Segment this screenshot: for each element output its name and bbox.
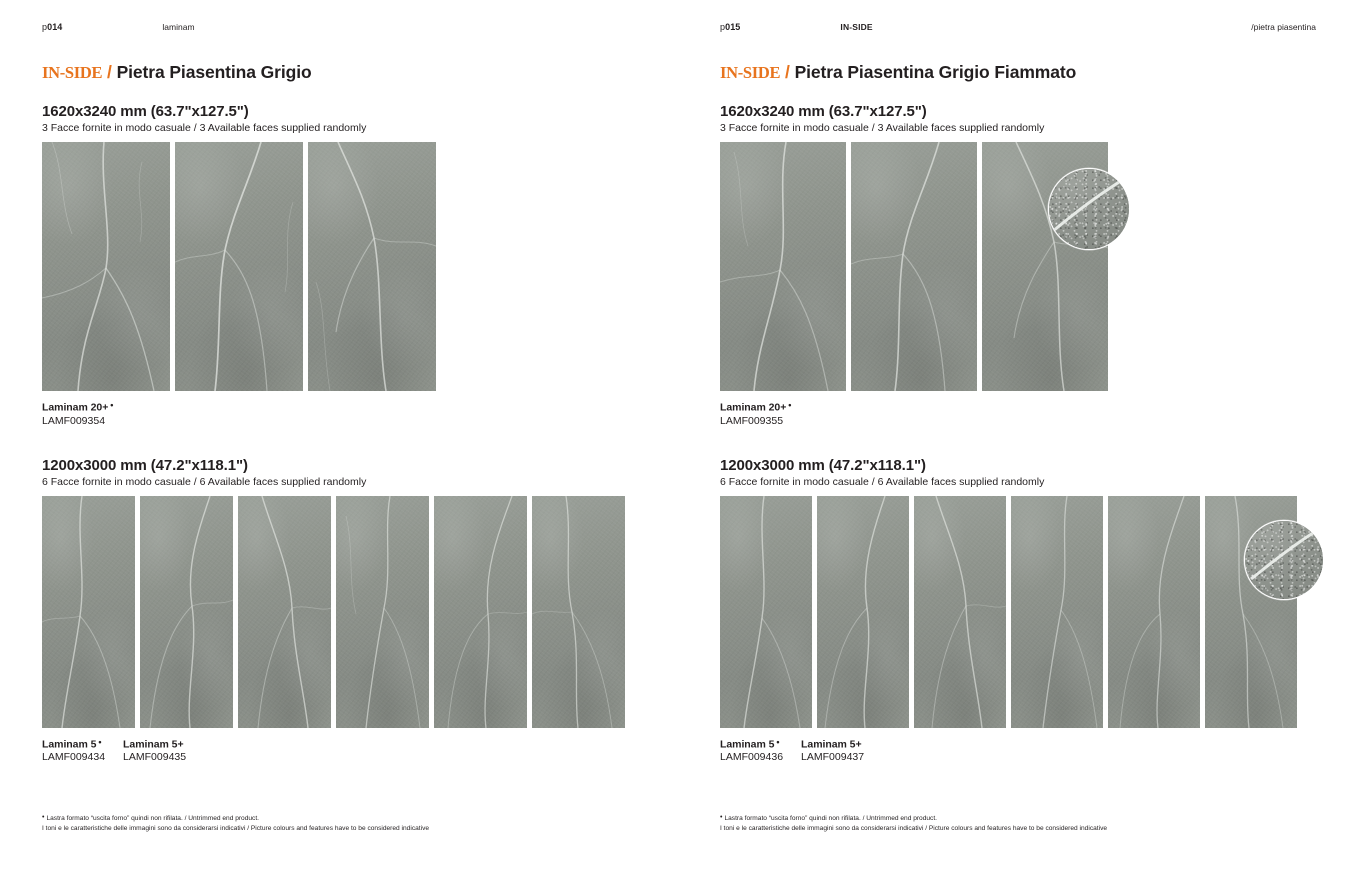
slab-image: [238, 496, 331, 728]
slab-image: [720, 142, 846, 391]
slab-image: [42, 142, 170, 391]
footnote-marker: •: [788, 400, 792, 410]
size-block: [720, 103, 1316, 427]
code-name-text: Laminam 20+: [720, 401, 787, 414]
folio-prefix: p: [42, 22, 48, 32]
footnote-marker: •: [98, 736, 102, 747]
slab-image: [532, 496, 625, 728]
slab-image: [914, 496, 1006, 728]
slab-image: [434, 496, 527, 728]
folio-number: 015: [725, 22, 741, 32]
code-id: LAMF009354: [42, 414, 106, 427]
magnifier-detail-circle: [1244, 520, 1324, 600]
code-list: [42, 400, 638, 427]
stone-grain: [42, 496, 135, 728]
faces-label: 3 Facce fornite in modo casuale / 3 Available faces supplied randomly: [42, 122, 367, 134]
stone-grain: [308, 142, 436, 391]
code-name: [123, 737, 186, 751]
code-name: [42, 400, 113, 414]
running-head-left: [42, 22, 638, 40]
code-block: [42, 737, 105, 764]
page-title-left: [42, 62, 638, 83]
size-label: 1200x3000 mm (47.2"x118.1"): [42, 456, 248, 474]
page-right: [678, 0, 1356, 872]
folio-right: [720, 22, 740, 32]
code-name-text: Laminam 5+: [801, 738, 862, 750]
slab-image: [175, 142, 303, 391]
code-list: [720, 737, 1316, 764]
footnote-text-1: Lastra formato “uscita forno” quindi non rifilata. / Untrimmed end product.: [46, 814, 260, 822]
stone-grain: [1108, 496, 1200, 728]
footnote-line-2: I toni e le caratteristiche delle immagini sono da considerarsi indicativi / Picture colours and features have to be considered indicative: [42, 824, 430, 832]
stone-grain: [720, 142, 846, 391]
running-head-center-left: laminam: [162, 22, 195, 32]
footnote-line-2: I toni e le caratteristiche delle immagini sono da considerarsi indicativi / Picture colours and features have to be considered indicative: [720, 824, 1108, 832]
code-name: [42, 737, 105, 751]
code-name: [801, 737, 864, 751]
slab-image: [336, 496, 429, 728]
footnote-marker: •: [776, 736, 780, 747]
folio-left: [42, 22, 62, 32]
slab-image: [308, 142, 436, 391]
stone-grain: [175, 142, 303, 391]
magnifier-vein: [1245, 521, 1323, 599]
stone-grain: [238, 496, 331, 728]
code-list: [42, 737, 638, 764]
slab-strip: [42, 496, 638, 728]
code-block: [720, 400, 791, 427]
slab-image: [1011, 496, 1103, 728]
code-id: LAMF009434: [42, 751, 106, 763]
faces-label: 6 Facce fornite in modo casuale / 6 Available faces supplied randomly: [42, 475, 367, 488]
slab-image: [1108, 496, 1200, 728]
slab-image: [817, 496, 909, 728]
code-name-text: Laminam 5: [720, 738, 775, 750]
stone-grain: [532, 496, 625, 728]
size-block: [42, 103, 638, 427]
code-name: [720, 400, 791, 414]
size-label: 1620x3240 mm (63.7"x127.5"): [720, 103, 927, 120]
code-name-text: Laminam 5: [42, 738, 97, 750]
footnote-line-1: [42, 813, 429, 824]
footnote-marker: •: [110, 400, 114, 410]
code-block: [720, 737, 783, 764]
page-title-right: [720, 62, 1316, 83]
folio-number: 014: [47, 22, 63, 32]
size-block: [42, 457, 638, 764]
slab-image: [140, 496, 233, 728]
slab-strip: [42, 142, 638, 391]
magnifier-vein: [1049, 169, 1129, 249]
stone-grain: [914, 496, 1006, 728]
code-name-text: Laminam 20+: [42, 401, 109, 414]
running-head-right: [720, 22, 1316, 40]
slab-strip: [720, 496, 1316, 728]
magnifier-detail-circle: [1048, 168, 1130, 250]
size-label: 1620x3240 mm (63.7"x127.5"): [42, 103, 249, 120]
slab-image: [720, 496, 812, 728]
code-block: [123, 737, 186, 764]
product-name: Pietra Piasentina Grigio Fiammato: [794, 62, 1077, 82]
stone-grain: [434, 496, 527, 728]
code-id: LAMF009435: [123, 751, 187, 763]
size-label: 1200x3000 mm (47.2"x118.1"): [720, 456, 926, 474]
code-id: LAMF009436: [720, 751, 784, 763]
size-block: [720, 457, 1316, 764]
code-id: LAMF009355: [720, 414, 784, 427]
code-block: [801, 737, 864, 764]
running-head-center-right: IN-SIDE: [840, 22, 873, 32]
code-block: [42, 400, 113, 427]
stone-grain: [720, 496, 812, 728]
footnote-right: [720, 813, 1107, 834]
faces-label: 3 Facce fornite in modo casuale / 3 Available faces supplied randomly: [720, 122, 1045, 134]
code-id: LAMF009437: [801, 751, 865, 763]
code-name-text: Laminam 5+: [123, 738, 184, 750]
slab-image: [42, 496, 135, 728]
footnote-line-1: [720, 813, 1107, 824]
footnote-marker: •: [720, 813, 723, 821]
title-slash: /: [107, 62, 112, 82]
brand-label: IN-SIDE: [720, 63, 781, 82]
brand-label: IN-SIDE: [42, 63, 103, 82]
running-head-right-label: /pietra piasentina: [1251, 22, 1316, 32]
code-list: [720, 400, 1316, 427]
stone-grain: [1011, 496, 1103, 728]
footnote-left: [42, 813, 429, 834]
stone-grain: [336, 496, 429, 728]
stone-grain: [817, 496, 909, 728]
stone-grain: [140, 496, 233, 728]
footnote-marker: •: [42, 813, 45, 821]
faces-label: 6 Facce fornite in modo casuale / 6 Available faces supplied randomly: [720, 475, 1045, 488]
slab-image: [851, 142, 977, 391]
slab-strip: [720, 142, 1316, 391]
footnote-text-1: Lastra formato “uscita forno” quindi non rifilata. / Untrimmed end product.: [724, 814, 938, 822]
stone-grain: [42, 142, 170, 391]
code-name: [720, 737, 783, 751]
product-name: Pietra Piasentina Grigio: [116, 62, 312, 82]
stone-grain: [851, 142, 977, 391]
title-slash: /: [785, 62, 790, 82]
folio-prefix: p: [720, 22, 726, 32]
